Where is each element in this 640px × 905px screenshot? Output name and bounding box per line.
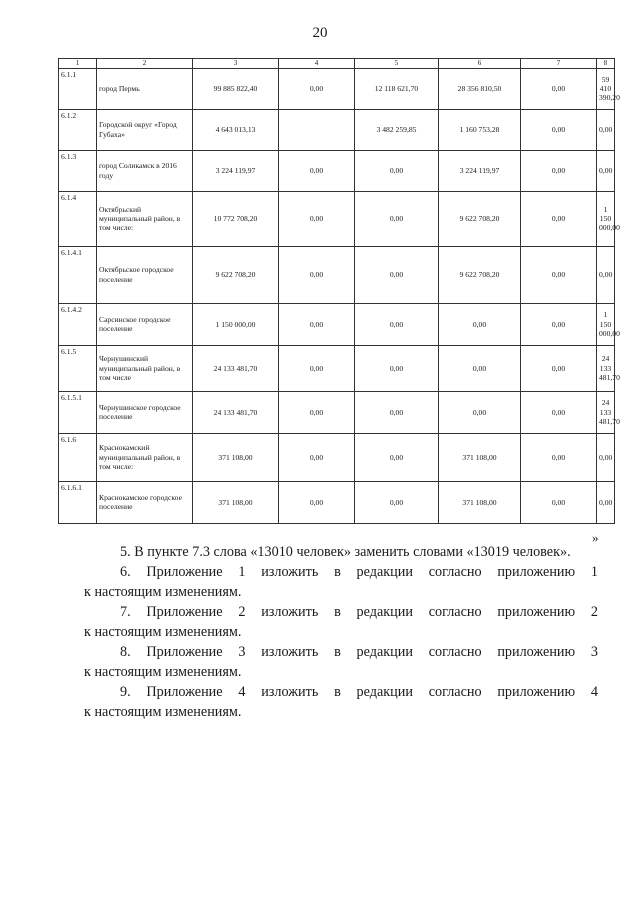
row-name: город Соликамск в 2016 году <box>97 150 193 191</box>
cell-col-5: 3 482 259,85 <box>355 109 439 150</box>
cell-col-7: 0,00 <box>521 391 597 433</box>
cell-col-4 <box>279 109 355 150</box>
row-code: 6.1.1 <box>59 68 97 109</box>
cell-col-3: 24 133 481,70 <box>193 391 279 433</box>
table-row <box>59 481 615 523</box>
paragraph-line: 6. Приложение 1 изложить в редакции согласно приложению 1 <box>120 564 598 580</box>
cell-col-7: 0,00 <box>521 246 597 303</box>
cell-col-8: 0,00 <box>597 150 615 191</box>
cell-col-5: 0,00 <box>355 303 439 345</box>
cell-col-5: 0,00 <box>355 191 439 246</box>
paragraph-8 <box>84 642 598 682</box>
cell-col-3: 99 885 822,40 <box>193 68 279 109</box>
cell-col-7: 0,00 <box>521 68 597 109</box>
table-row <box>59 433 615 481</box>
paragraph-line: 7. Приложение 2 изложить в редакции согласно приложению 2 <box>120 604 598 620</box>
column-header-1: 1 <box>59 59 97 69</box>
cell-col-6: 0,00 <box>439 391 521 433</box>
row-code: 6.1.5 <box>59 345 97 391</box>
row-code: 6.1.2 <box>59 109 97 150</box>
cell-col-6: 1 160 753,28 <box>439 109 521 150</box>
row-name: Краснокамское городское поселение <box>97 481 193 523</box>
cell-col-8: 24 133 481,70 <box>597 345 615 391</box>
column-header-4: 4 <box>279 59 355 69</box>
cell-col-7: 0,00 <box>521 150 597 191</box>
cell-col-8: 0,00 <box>597 246 615 303</box>
cell-col-6: 9 622 708,20 <box>439 191 521 246</box>
paragraph-6 <box>84 562 598 602</box>
cell-col-5: 0,00 <box>355 246 439 303</box>
row-name: Чернушинское городское поселение <box>97 391 193 433</box>
table-row <box>59 150 615 191</box>
row-code: 6.1.4.2 <box>59 303 97 345</box>
cell-col-5: 0,00 <box>355 150 439 191</box>
cell-col-6: 28 356 810,50 <box>439 68 521 109</box>
row-code: 6.1.4.1 <box>59 246 97 303</box>
paragraph-9 <box>84 682 598 722</box>
cell-col-5: 0,00 <box>355 433 439 481</box>
cell-col-3: 371 108,00 <box>193 481 279 523</box>
table-row <box>59 391 615 433</box>
column-header-7: 7 <box>521 59 597 69</box>
cell-col-4: 0,00 <box>279 68 355 109</box>
table-row <box>59 68 615 109</box>
row-name: Октябрьское городское поселение <box>97 246 193 303</box>
cell-col-7: 0,00 <box>521 433 597 481</box>
row-code: 6.1.3 <box>59 150 97 191</box>
cell-col-6: 0,00 <box>439 345 521 391</box>
cell-col-3: 371 108,00 <box>193 433 279 481</box>
cell-col-8: 1 150 000,00 <box>597 191 615 246</box>
row-name: Сарсинское городское поселение <box>97 303 193 345</box>
table-row <box>59 191 615 246</box>
cell-col-4: 0,00 <box>279 345 355 391</box>
row-name: Чернушинский муниципальный район, в том числе <box>97 345 193 391</box>
cell-col-4: 0,00 <box>279 246 355 303</box>
table-row <box>59 345 615 391</box>
row-code: 6.1.4 <box>59 191 97 246</box>
cell-col-3: 10 772 708,20 <box>193 191 279 246</box>
paragraph-line: к настоящим изменениям. <box>84 664 242 680</box>
table-row <box>59 246 615 303</box>
cell-col-3: 24 133 481,70 <box>193 345 279 391</box>
cell-col-6: 3 224 119,97 <box>439 150 521 191</box>
cell-col-7: 0,00 <box>521 345 597 391</box>
header-row <box>59 59 615 69</box>
row-code: 6.1.6.1 <box>59 481 97 523</box>
cell-col-7: 0,00 <box>521 481 597 523</box>
paragraph-line: 9. Приложение 4 изложить в редакции согласно приложению 4 <box>120 684 598 700</box>
paragraph-7 <box>84 602 598 642</box>
cell-col-6: 371 108,00 <box>439 481 521 523</box>
cell-col-4: 0,00 <box>279 433 355 481</box>
row-name: Октябрьский муниципальный район, в том числе: <box>97 191 193 246</box>
paragraph-line: к настоящим изменениям. <box>84 704 242 720</box>
column-header-8: 8 <box>597 59 615 69</box>
table-row <box>59 109 615 150</box>
paragraph-line: к настоящим изменениям. <box>84 584 242 600</box>
cell-col-4: 0,00 <box>279 150 355 191</box>
cell-col-4: 0,00 <box>279 391 355 433</box>
cell-col-8: 0,00 <box>597 109 615 150</box>
cell-col-3: 4 643 013,13 <box>193 109 279 150</box>
cell-col-3: 9 622 708,20 <box>193 246 279 303</box>
cell-col-5: 0,00 <box>355 391 439 433</box>
paragraph-line: 8. Приложение 3 изложить в редакции согласно приложению 3 <box>120 644 598 660</box>
cell-col-5: 0,00 <box>355 481 439 523</box>
row-code: 6.1.5.1 <box>59 391 97 433</box>
cell-col-6: 0,00 <box>439 303 521 345</box>
cell-col-7: 0,00 <box>521 303 597 345</box>
paragraph-line: 5. В пункте 7.3 слова «13010 человек» заменить словами «13019 человек». <box>120 544 571 560</box>
page-number: 20 <box>312 25 328 41</box>
cell-col-5: 12 118 621,70 <box>355 68 439 109</box>
cell-col-4: 0,00 <box>279 481 355 523</box>
row-name: Краснокамский муниципальный район, в том числе: <box>97 433 193 481</box>
cell-col-8: 0,00 <box>597 433 615 481</box>
row-name: Городской округ «Город Губаха» <box>97 109 193 150</box>
column-header-2: 2 <box>97 59 193 69</box>
column-header-3: 3 <box>193 59 279 69</box>
cell-col-3: 3 224 119,97 <box>193 150 279 191</box>
cell-col-3: 1 150 000,00 <box>193 303 279 345</box>
closing-quote: » <box>592 530 599 545</box>
cell-col-6: 9 622 708,20 <box>439 246 521 303</box>
paragraph-line: к настоящим изменениям. <box>84 624 242 640</box>
cell-col-7: 0,00 <box>521 191 597 246</box>
cell-col-4: 0,00 <box>279 191 355 246</box>
table-row <box>59 303 615 345</box>
paragraph-5 <box>84 542 598 562</box>
cell-col-8: 1 150 000,00 <box>597 303 615 345</box>
cell-col-5: 0,00 <box>355 345 439 391</box>
row-name: город Пермь <box>97 68 193 109</box>
cell-col-4: 0,00 <box>279 303 355 345</box>
cell-col-8: 59 410 390,20 <box>597 68 615 109</box>
cell-col-6: 371 108,00 <box>439 433 521 481</box>
cell-col-8: 0,00 <box>597 481 615 523</box>
cell-col-8: 24 133 481,70 <box>597 391 615 433</box>
row-code: 6.1.6 <box>59 433 97 481</box>
column-header-5: 5 <box>355 59 439 69</box>
column-header-6: 6 <box>439 59 521 69</box>
budget-table <box>58 58 620 524</box>
cell-col-7: 0,00 <box>521 109 597 150</box>
